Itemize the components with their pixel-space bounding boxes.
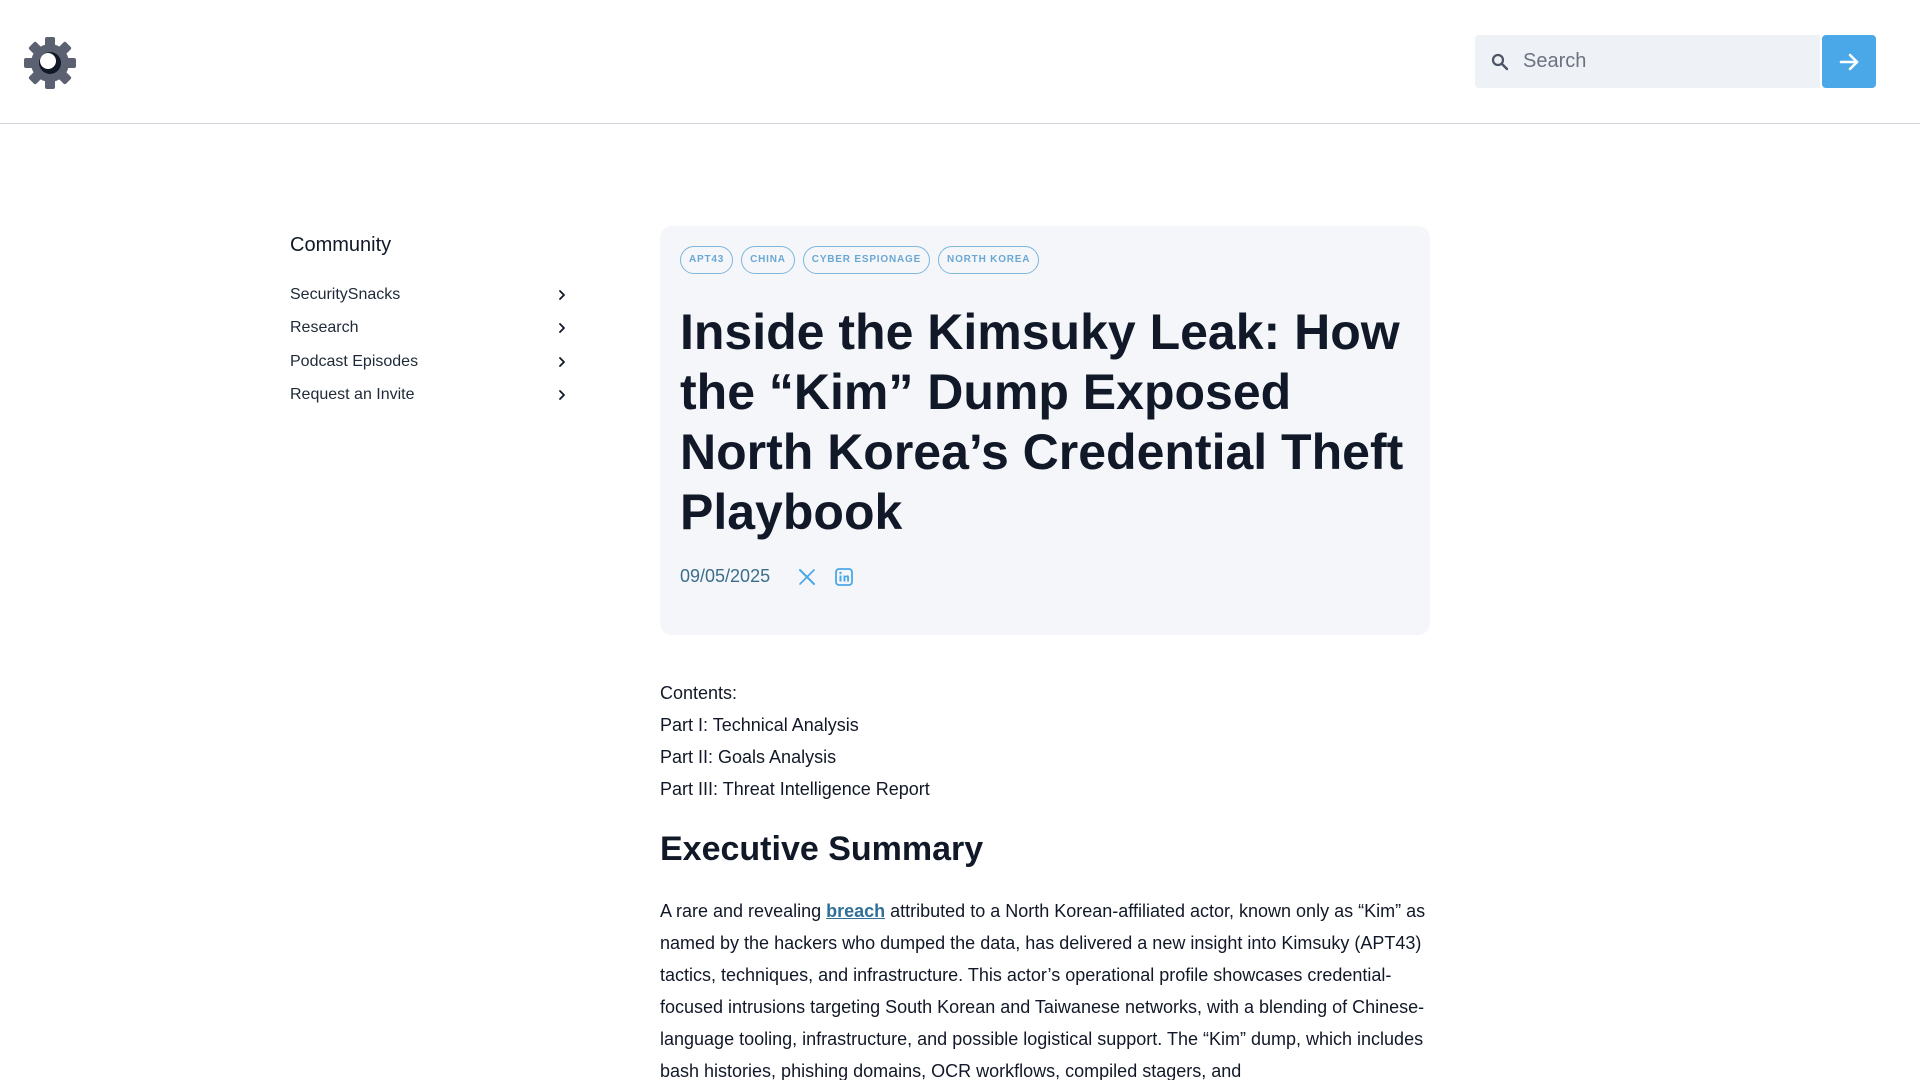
sidebar-item-securitysnacks[interactable] xyxy=(290,278,570,312)
summary-text: A rare and revealing xyxy=(660,901,827,921)
article-body xyxy=(660,677,1440,1080)
sidebar-item-request-an-invite[interactable] xyxy=(290,379,570,413)
sidebar xyxy=(290,232,570,412)
sidebar-item-research[interactable] xyxy=(290,312,570,346)
site-header xyxy=(0,0,1920,124)
toc-item: Part II: Goals Analysis xyxy=(660,747,837,767)
chevron-right-icon xyxy=(556,356,568,368)
breach-link[interactable]: breach xyxy=(826,901,886,921)
article-date: 09/05/2025 xyxy=(680,566,771,586)
sidebar-item-label: SecuritySnacks xyxy=(290,285,401,303)
chevron-right-icon xyxy=(556,289,568,301)
gear-icon[interactable] xyxy=(24,37,76,89)
sidebar-item-label: Request an Invite xyxy=(290,386,415,404)
toc-item: Part III: Threat Intelligence Report xyxy=(660,779,930,799)
executive-summary-paragraph xyxy=(660,895,1440,1080)
tag-china[interactable]: CHINA xyxy=(741,246,795,274)
search-box xyxy=(1475,35,1820,88)
chevron-right-icon xyxy=(556,389,568,401)
tag-list xyxy=(680,246,1039,274)
toc-heading: Contents: xyxy=(660,683,738,703)
article-meta xyxy=(680,566,872,587)
sidebar-item-podcast-episodes[interactable] xyxy=(290,345,570,379)
sidebar-title: Community xyxy=(290,234,392,256)
x-icon[interactable] xyxy=(798,568,816,586)
linkedin-icon[interactable] xyxy=(835,568,853,586)
article-title: Inside the Kimsuky Leak: How the “Kim” Dump Exposed North Korea’s Credential Theft Playbook xyxy=(680,304,1404,540)
sidebar-item-label: Research xyxy=(290,319,359,337)
summary-text: attributed to a North Korean-affiliated actor, known only as “Kim” as named by the hackers who dumped the data, has delivered a new insight into Kimsuky (APT43) tactics, techniques, and infrastructure. This actor’s operational profile showcases credential-focused intrusions targeting South Korean and Taiwanese networks, with a blending of Chinese-language tooling, infrastructure, and possible logistical support. The “Kim” dump, which includes bash histories, phishing domains, OCR workflows, compiled stagers, and xyxy=(660,901,1426,1080)
search-submit-button[interactable] xyxy=(1822,35,1876,88)
executive-summary-heading: Executive Summary xyxy=(660,830,984,868)
tag-apt43[interactable]: APT43 xyxy=(680,246,733,274)
sidebar-item-label: Podcast Episodes xyxy=(290,352,419,370)
search-input[interactable] xyxy=(1523,35,1813,88)
chevron-right-icon xyxy=(556,322,568,334)
article-header-card xyxy=(660,226,1430,635)
tag-cyber-espionage[interactable]: CYBER ESPIONAGE xyxy=(803,246,930,274)
search-icon xyxy=(1491,53,1509,71)
toc-item: Part I: Technical Analysis xyxy=(660,715,859,735)
tag-north-korea[interactable]: NORTH KOREA xyxy=(938,246,1039,274)
arrow-right-icon xyxy=(1838,51,1860,73)
